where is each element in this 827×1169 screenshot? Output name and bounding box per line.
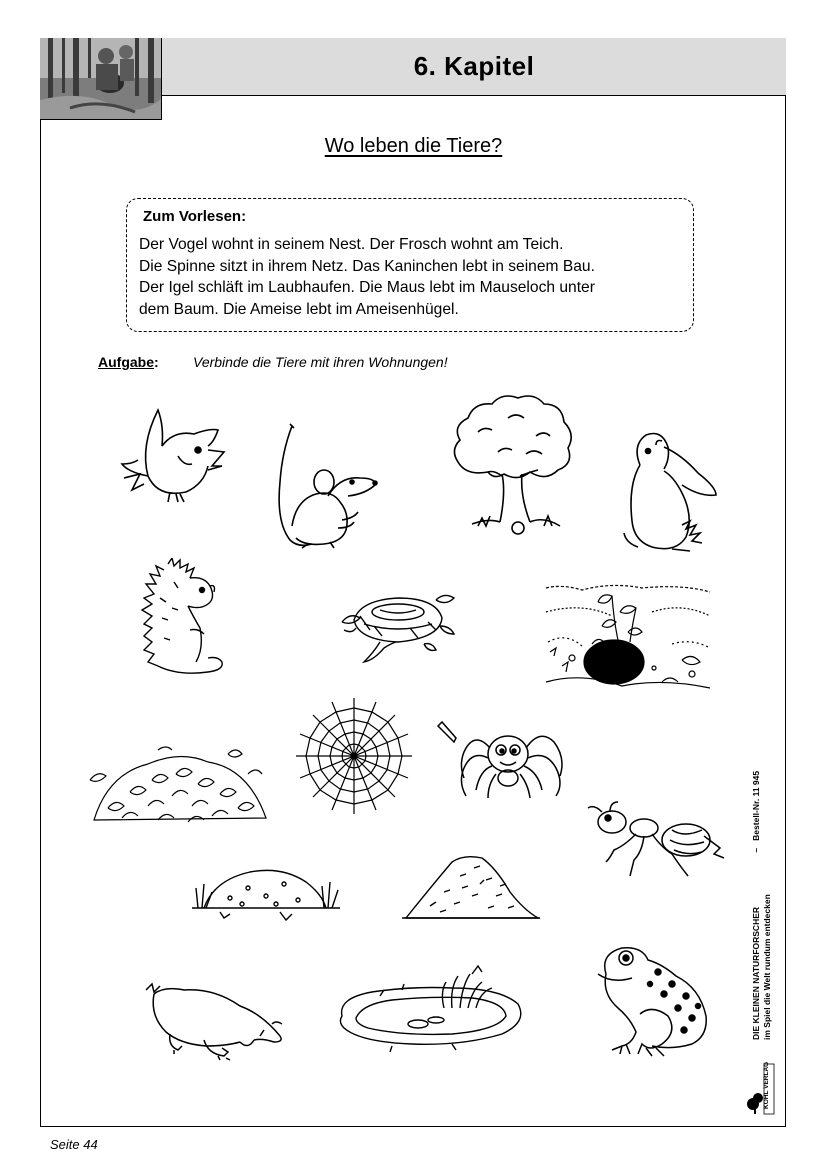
read-aloud-heading: Zum Vorlesen: [143,208,247,225]
sidebar-credit [751,771,772,1040]
read-aloud-line: Der Vogel wohnt in seinem Nest. Der Frosch wohnt am Teich. [139,236,564,253]
sidebar-subtitle: im Spiel die Welt rundum entdecken [761,894,772,1040]
mouse-icon [268,422,380,550]
ant-icon [584,800,726,880]
task-label: Aufgabe [98,354,154,370]
read-aloud-box [126,198,694,332]
mole-icon [144,980,288,1064]
pond-icon [332,962,532,1058]
bird-icon [118,406,230,506]
hedgehog-icon [138,558,230,682]
read-aloud-line: dem Baum. Die Ameise lebt im Ameisenhügel. [139,300,459,318]
read-aloud-line: Der Igel schläft im Laubhaufen. Die Maus lebt im Mauseloch unter [139,279,595,296]
read-aloud-line: Die Spinne sitzt in ihrem Netz. Das Kaninchen lebt in seinem Bau. [139,257,595,275]
task [98,354,448,370]
publisher-logo [745,1060,785,1116]
leaf-pile-icon [88,744,272,830]
header-photo [40,38,162,120]
page-number: Seite 44 [50,1137,98,1152]
rabbit-icon [612,425,724,560]
spider-web-icon [294,696,414,816]
chapter-header [162,38,786,96]
worksheet-title [0,135,827,158]
frog-icon [592,944,714,1062]
burrow-icon [542,582,714,698]
molehill-icon [190,864,342,924]
nest-icon [340,586,458,670]
read-aloud-text [139,234,679,320]
sidebar-series: DIE KLEINEN NATURFORSCHER [751,906,761,1040]
spider-icon [436,718,582,802]
task-separator: : [154,354,159,370]
forest-explorer-photo-icon [40,38,162,120]
anthill-icon [400,852,542,924]
publisher-name: KOHL VERLAG [763,1061,770,1109]
sidebar-order-number: Bestell-Nr. 11 945 [751,770,761,841]
task-text: Verbinde die Tiere mit ihren Wohnungen! [193,354,448,370]
tree-icon [448,392,576,542]
chapter-title: 6. Kapitel [413,51,535,81]
sidebar-dash: – [751,847,761,853]
worksheet-title-text: Wo leben die Tiere? [324,135,503,157]
